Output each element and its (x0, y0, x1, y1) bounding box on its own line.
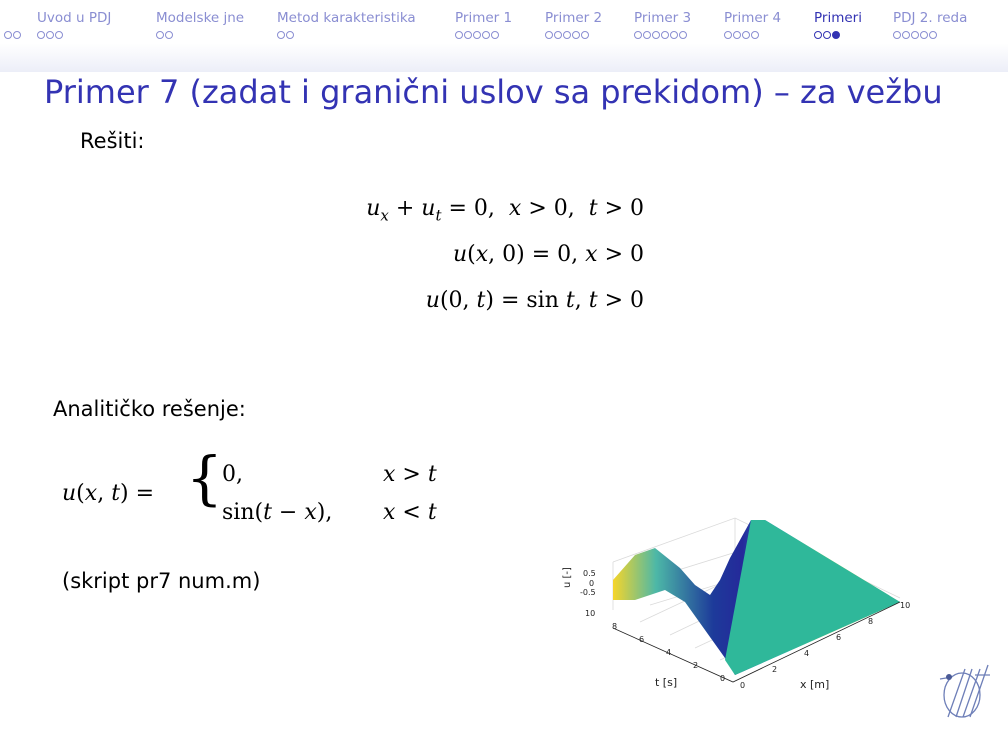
nav-dot[interactable] (733, 31, 741, 39)
nav-dot[interactable] (563, 31, 571, 39)
t-tick-label: 10 (585, 609, 596, 618)
nav-dot[interactable] (554, 31, 562, 39)
nav-dot[interactable] (661, 31, 669, 39)
nav-dot[interactable] (742, 31, 750, 39)
nav-section-6[interactable]: Primer 3 (634, 10, 692, 26)
x-tick-label: 4 (804, 649, 810, 658)
t-tick-label: 8 (612, 622, 618, 631)
university-logo-icon (930, 655, 996, 725)
nav-dot[interactable] (911, 31, 919, 39)
slide-title: Primer 7 (zadat i granični uslov sa prekidom) – za vežbu (44, 73, 943, 111)
nav-dot[interactable] (814, 31, 822, 39)
nav-dot[interactable] (902, 31, 910, 39)
nav-section-9[interactable]: PDJ 2. reda (893, 10, 968, 26)
nav-dot[interactable] (670, 31, 678, 39)
x-tick-label: 8 (868, 617, 874, 626)
t-tick-label: 6 (639, 635, 645, 644)
surface-plot (555, 510, 925, 695)
nav-dot[interactable] (634, 31, 642, 39)
nav-dot[interactable] (572, 31, 580, 39)
nav-dot[interactable] (832, 31, 840, 39)
nav-dot[interactable] (652, 31, 660, 39)
nav-dots-9 (893, 31, 937, 43)
nav-dot[interactable] (37, 31, 45, 39)
solve-label: Rešiti: (80, 129, 145, 153)
t-axis-label: t [s] (655, 676, 678, 689)
t-tick-label: 2 (693, 661, 699, 670)
initial-condition: u(x, 0) = 0, x > 0 (452, 242, 644, 267)
nav-dot[interactable] (545, 31, 553, 39)
nav-dot[interactable] (482, 31, 490, 39)
nav-section-2[interactable]: Modelske jne (156, 10, 245, 26)
x-tick-label: 10 (900, 601, 911, 610)
t-tick-label: 0 (720, 674, 726, 683)
nav-section-1[interactable]: Uvod u PDJ (37, 10, 112, 26)
z-axis-label: u [-] (562, 567, 573, 588)
nav-dot[interactable] (156, 31, 164, 39)
t-tick-label: 4 (666, 648, 672, 657)
x-tick-label: 2 (772, 665, 778, 674)
z-tick-label: -0.5 (580, 588, 596, 597)
nav-section-3[interactable]: Metod karakteristika (277, 10, 416, 26)
nav-dot[interactable] (46, 31, 54, 39)
nav-dot[interactable] (165, 31, 173, 39)
nav-dot[interactable] (277, 31, 285, 39)
nav-dot[interactable] (4, 31, 12, 39)
boundary-condition: u(0, t) = sin t, t > 0 (425, 288, 644, 313)
nav-dot[interactable] (455, 31, 463, 39)
brace: { (186, 444, 223, 512)
nav-dot[interactable] (581, 31, 589, 39)
nav-section-7[interactable]: Primer 4 (724, 10, 782, 26)
nav-dot[interactable] (464, 31, 472, 39)
nav-section-8[interactable]: Primeri (814, 10, 862, 26)
x-axis-label: x [m] (800, 678, 830, 691)
nav-dots-7 (724, 31, 759, 43)
nav-dot[interactable] (55, 31, 63, 39)
nav-dots-3 (277, 31, 294, 43)
nav-dot[interactable] (929, 31, 937, 39)
nav-dot[interactable] (823, 31, 831, 39)
nav-leading-dots (4, 31, 21, 43)
nav-section-4[interactable]: Primer 1 (455, 10, 513, 26)
nav-dot[interactable] (724, 31, 732, 39)
nav-dots-1 (37, 31, 63, 43)
navigation-bar (0, 0, 1008, 72)
z-tick-label: 0 (589, 579, 595, 588)
analytic-label: Analitičko rešenje: (53, 397, 246, 421)
nav-dots-5 (545, 31, 589, 43)
x-tick-label: 0 (740, 681, 746, 690)
z-tick-label: 0.5 (583, 569, 596, 578)
nav-dot[interactable] (286, 31, 294, 39)
nav-dots-6 (634, 31, 687, 43)
nav-dot[interactable] (13, 31, 21, 39)
x-tick-label: 6 (836, 633, 842, 642)
nav-dots-2 (156, 31, 173, 43)
surface-flat (725, 520, 900, 675)
nav-dots-4 (455, 31, 499, 43)
nav-dot[interactable] (491, 31, 499, 39)
nav-dot[interactable] (643, 31, 651, 39)
nav-section-5[interactable]: Primer 2 (545, 10, 603, 26)
nav-dot[interactable] (473, 31, 481, 39)
nav-dot[interactable] (893, 31, 901, 39)
nav-dot[interactable] (679, 31, 687, 39)
pde-equation: $u_x + u_t = 0$, x > 0, t > 0 (366, 196, 644, 225)
nav-dot[interactable] (920, 31, 928, 39)
script-label: (skript pr7 num.m) (62, 569, 261, 593)
nav-dots-8 (814, 31, 840, 43)
nav-dot[interactable] (751, 31, 759, 39)
